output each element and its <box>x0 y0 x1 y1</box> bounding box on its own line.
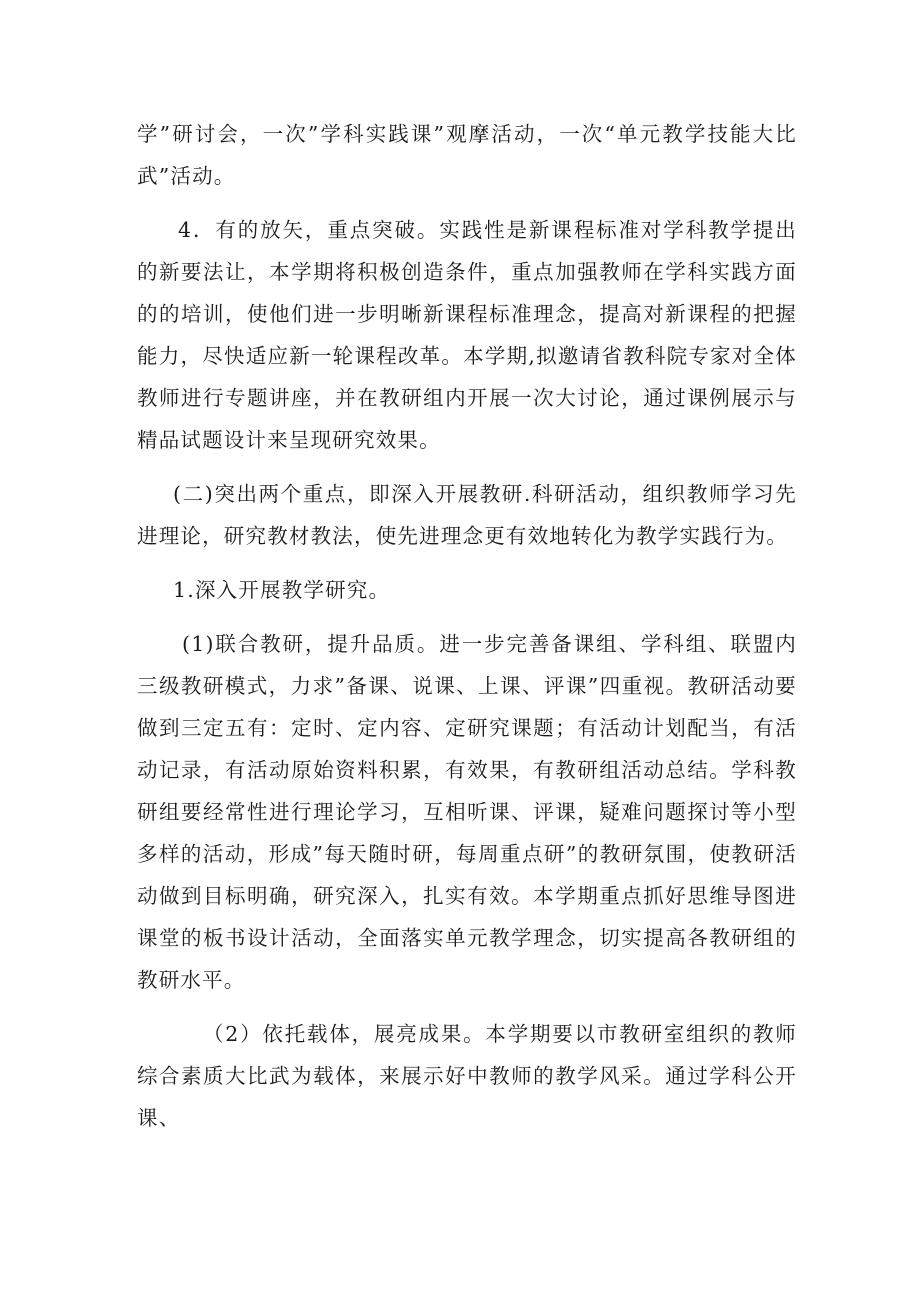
paragraph-subitem-2: （2）依托载体，展亮成果。本学期要以市教研室组织的教师综合素质大比武为载体，来展示好中教师的教学风采。通过学科公开课、 <box>137 1022 797 1130</box>
paragraph-heading-1: 1.深入开展教学研究。 <box>173 578 391 602</box>
paragraph-section-two: (二)突出两个重点，即深入开展教研.科研活动，组织教师学习先进理论，研究教材教法，使先进理念更有效地转化为教学实践行为。 <box>137 482 797 548</box>
paragraph-subitem-1: (1)联合教研，提升品质。进一步完善备课组、学科组、联盟内三级教研模式，力求”备课、说课、上课、评课”四重视。教研活动要做到三定五有：定时、定内容、定研究课题；有活动计划配当，有活动记录，有活动原始资料积累，有效果，有教研组活动总结。学科教研组要经常性进行理论学习，互相听课、评课，疑难问题探讨等小型多样的活动，形成”每天随时研，每周重点研”的教研氛围，使教研活动做到目标明确，研究深入，扎实有效。本学期重点抓好思维导图进课堂的板书设计活动，全面落实单元教学理念，切实提高各教研组的教研水平。 <box>137 632 797 992</box>
paragraph-item-4: 4．有的放矢，重点突破。实践性是新课程标准对学科教学提出的新要法让，本学期将积极创造条件，重点加强教师在学科实践方面的的培训，使他们进一步明晰新课程标准理念，提高对新课程的把握能力，尽快适应新一轮课程改革。本学期,拟邀请省教科院专家对全体教师进行专题讲座，并在教研组内开展一次大讨论，通过课例展示与精品试题设计来呈现研究效果。 <box>137 218 797 452</box>
paragraph-continuation: 学”研讨会，一次”学科实践课”观摩活动，一次“单元教学技能大比武”活动。 <box>137 122 797 188</box>
document-body <box>137 113 797 1139</box>
